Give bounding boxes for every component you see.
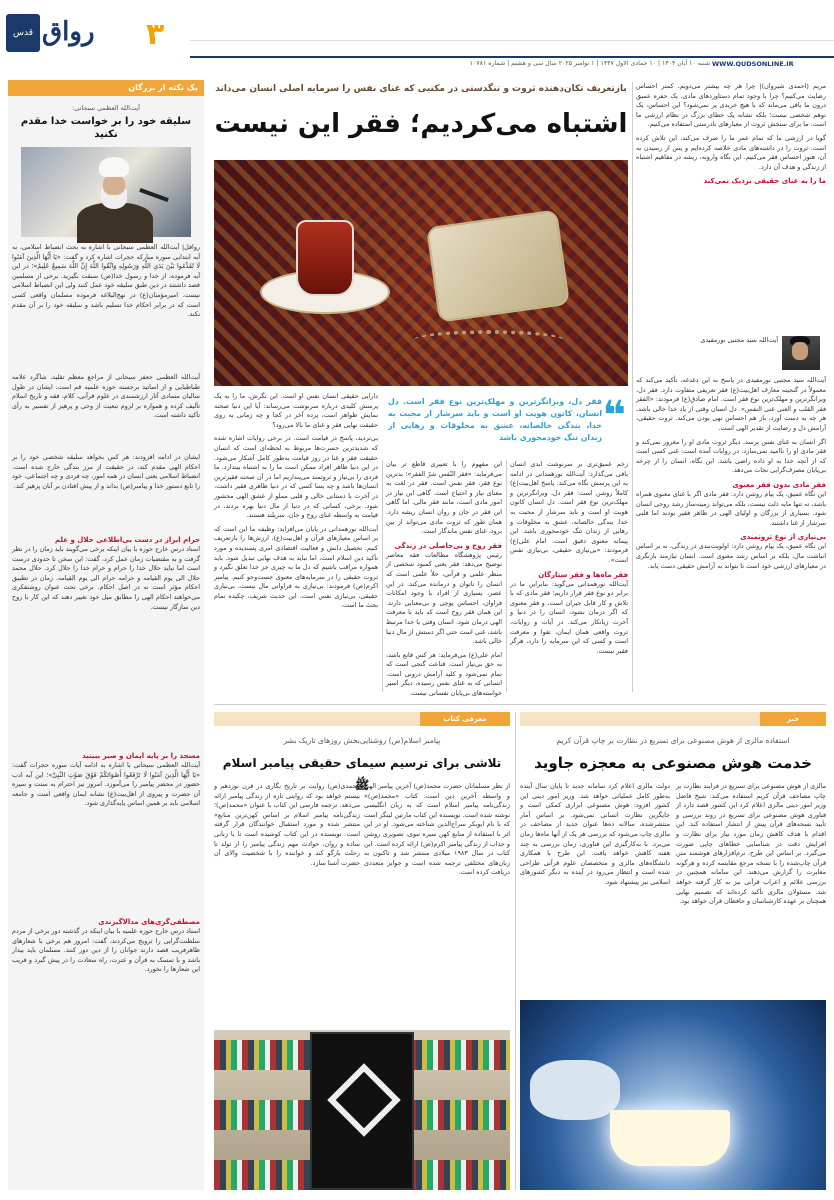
robot-hand [530,1060,620,1120]
microphone-icon [139,188,169,202]
book-column-a: از نظر مسلمانان حضرت محمد(ص) آخرین پیامبر الهی و واسطه آخرین دین است. کتاب «محمد(ص)» زندگی‌نامه پیامبر اسلام است که به زبان انگلیسی نوشته شده است. نویسنده این کتاب مارتین لینگز است که با نام ابوبکر سراج‌الدین شناخته می‌شود. او در این اثر با استفاده از منابع کهن سیره نبوی، تصویری روشن و جذاب از زندگی پیامبر اکرم(ص) ارائه کرده است. این کتاب در سال ۱۹۸۳ میلادی منتشر شد و تاکنون به زبان‌های مختلفی ترجمه شده است و جوایز متعددی دریافت کرده است. [364,782,511,877]
article-paragraph: رئیس پژوهشگاه مطالعات فقه معاصر توضیح می‌دهد: فقر یعنی کمبود شخصی از منظر علمی و قرآنی، خلأ علمی است که انسان را ناتوان و درمانده می‌کند. در این عصر، بسیاری از افراد با وجود امکانات فراوان، احساس پوچی و بی‌معنایی دارند. این همان فقر روح است که باید با معرفت الهی درمان شود. انسان وقتی با خدا مرتبط باشد، غنی است حتی اگر دستش از مال دنیا خالی باشد. [386,550,502,646]
left-section-body: استاد درس خارج حوزه با بیان اینکه برخی می‌گویند باید زمان را در نظر گرفت و به مقتضیات زمان عمل کرد، گفت: این سخن تا حدودی درست است اما نباید حلال خدا را حرام و حرام خدا را حلال کرد. حلال محمد حلال الی یوم القیامه و حرامه حرام الی یوم القیامه. زمان در تطبیق احکام مؤثر است نه در اصل احکام. برخی تحت عنوان روشنفکری می‌خواهند احکام الهی را مطابق میل خود تغییر دهند که این کار با روح دین سازگار نیست. [12,545,200,611]
book-cover-image [214,1030,510,1190]
article-paragraph: دارایی حقیقی انسان نفس او است. این نگرش، ما را به یک پرسش کلیدی درباره سرنوشت می‌رساند: آیا این دنیا صحنه نمایش ظواهر است، پرده آخر در کجا و چه زمانی به روی حقیقت نهایی فقر و غنای ما بالا می‌رود؟ [214,392,378,429]
book-headline: تلاشی برای ترسیم سیمای حقیقی پیامبر اسلام ﷺ [222,756,502,792]
section-divider [214,704,826,705]
article-section-heading: ما را به غنای حقیقی نزدیک نمی‌کند [703,177,826,186]
book-kicker: پیامبر اسلام(ص) روشنایی‌بخش روزهای تاریک بشر [283,736,441,745]
masthead-divider [190,56,834,58]
article-paragraph: امام علی(ع) می‌فرماید: هر کس قانع باشد، به حق بی‌نیاز است. قناعت گنجی است که تمام نمی‌شود و کلید آرامش درونی است. انسانی که به غنای نفس رسیده، دیگر اسیر خواسته‌های بی‌پایان نفسانی نیست. [386,650,502,698]
calligraphy-emblem-icon [327,1063,401,1137]
article-section-heading: فقر ماه‌ها و فقر ستارگان [538,570,628,579]
article-column-d-bottom [636,376,826,692]
left-paragraph: آیت‌الله العظمی جعفر سبحانی از مراجع معظم تقلید، شاگرد علامه طباطبایی و از اساتید برجسته حوزه علمیه قم است. ایشان در طول سالیان متمادی آثار ارزشمندی در علوم قرآنی، کلام، فقه و تاریخ اسلام تألیف کرده و همواره بر لزوم تبعیت از وحی و پرهیز از تفسیر به رأی تأکید داشته است. [12,373,200,420]
newspaper-logo-mark: قدس [6,14,40,52]
article-paragraph: این نگاه عمیق، یک پیام روشن دارد: اولویت‌بندی در زندگی، نه بر اساس انباشت مال، بلکه بر اساس رشد معنوی است. انسان نیازمند بازنگری در معیارهای ارزشی خود است تا بتواند به آرامش حقیقی دست یابد. [636,542,826,570]
column-divider [382,460,383,692]
article-section-heading: فقر مادی بدون فقر معنوی [732,480,826,489]
column-divider [632,82,633,692]
book-tag: معرفی کتاب [420,712,510,726]
article-section-heading: بی‌نیازی از نوع ثروتمندی [740,533,826,542]
news-kicker: استفاده مالزی از هوش مصنوعی برای تسریع در نظارت بر چاپ قرآن کریم [556,736,790,745]
article-paragraph: این نگاه عمیق، یک پیام روشن دارد: فقر مادی اگر با غنای معنوی همراه باشد، نه تنها مایه ذلت نیست، بلکه می‌تواند زمینه‌ساز رشد روحی انسان شود. بسیاری از بزرگان و اولیای الهی در ظاهر فقیر بودند اما قلبی سرشار از غنا داشتند. [636,489,826,527]
article-paragraph: اگر انسان به غنای نفس برسد، دیگر ثروت مادی او را مغرور نمی‌کند و فقر مادی او را ناامید نمی‌سازد. در روایات آمده است: غنی کسی است که از آنچه خدا به او داده راضی باشد. این نگاه، انسان را از چرخه بی‌پایان مصرف‌گرایی نجات می‌دهد. [636,437,826,475]
photo-turban [99,157,129,177]
scholar-portrait [782,336,820,370]
photo-face [103,175,125,195]
section-logo: رواق [42,17,95,47]
news-column-a: مالزی از هوش مصنوعی برای تسریع در فرایند نظارت بر چاپ مصاحف قرآن کریم استفاده می‌کند. شیخ فاضل وزیر امور دینی مالزی اعلام کرد این کشور قصد دارد از فناوری هوش مصنوعی برای تسریع در روند بررسی و تأیید نسخه‌های قرآن پیش از انتشار استفاده کند. این اقدام با هدف کاهش زمان مورد نیاز برای نظارت و افزایش دقت در شناسایی خطاهای چاپی صورت می‌گیرد. بر اساس این طرح، نرم‌افزارهای هوشمند متن قرآن چاپ‌شده را با نسخه مرجع مقایسه کرده و هرگونه مغایرت را گزارش می‌دهند. این سامانه همچنین در بررسی علائم و اعراب قرآنی نیز به کار گرفته خواهد شد. مسئولان مالزی تأکید کرده‌اند که تصمیم نهایی همچنان بر عهده کارشناسان و حافظان قرآن خواهد بود. [676,782,826,906]
left-column-title: سلیقه خود را بر خواست خدا مقدم نکنید [20,116,192,140]
article-headline: اشتباه می‌کردیم؛ فقر این نیست [214,109,628,139]
book-cover [310,1032,414,1190]
article-paragraph: زخم عمیق‌تری بر سرنوشت ابدی انسان باقی می‌گذارد: آیت‌الله نورهمدانی در ادامه به این پرسش نگاه می‌کند. پاسخ اهل‌بیت(ع) کاملاً روشن است: فقر دل، ویرانگرترین و مهلک‌ترین نوع فقر است. دل انسان کانون هویت او است و باید سرشار از محبت به خدا، بندگی خالصانه، عشق به مخلوقات و رهایی از زندان تنگ خودمحوری باشد. این پیمانه معنوی دقیق است. امام علی(ع) فرمودند: «بی‌نیازی حقیقی، بی‌نیازی نفس است». [510,460,628,564]
ai-robot-reading-quran-image [520,1000,826,1190]
article-column-a [214,392,378,692]
article-paragraph: گویا در ارزشی ما که تمام عمر ما را صرف می‌کند، این تلاش کرده است. ثروت را در داشته‌های مادی خلاصه کرده‌ایم و پس از رسیدن به آن، هنوز احساس فقر می‌کنیم. این نگاه وارونه، ریشه در مفاهیم اشتباه از زندگی و هدف آن دارد. [636,133,826,171]
left-section-heading: مصطفی‌گری‌های مدالاگیزندی [98,918,200,926]
masthead-divider-thin [190,40,834,41]
article-section-heading: فقر روح و بی‌حاصلی در زندگی [394,541,502,550]
masthead [0,0,834,76]
news-column-b: دولت مالزی اعلام کرد سامانه جدید تا پایان سال آینده به‌طور کامل عملیاتی خواهد شد. وزیر امور دینی این کشور افزود: هوش مصنوعی ابزاری کمکی است و جایگزین نظارت انسانی نمی‌شود. بر اساس آمار منتشرشده، سالانه ده‌ها عنوان جدید از مصاحف در مالزی چاپ می‌شود که بررسی هر یک از آنها ماه‌ها زمان می‌برد. با به‌کارگیری این فناوری، زمان بررسی به چند هفته کاهش خواهد یافت. این طرح با همکاری دانشگاه‌های مالزی و متخصصان علوم قرآنی طراحی شده است و انتظار می‌رود در آینده به دیگر کشورهای اسلامی نیز پیشنهاد شود. [520,782,670,886]
photo-carpet-pattern [214,160,628,386]
pullquote-text: فقر دل، ویرانگرترین و مهلک‌ترین نوع فقر است. دل انسان، کانون هویت او است و باید سرشار از محبت به خدا، بندگی خالصانه، عشق به مخلوقات و رهایی از زندان تنگ خودمحوری باشد [388,397,602,442]
left-section-heading: مسجد را بر پایه ایمان و صبر ببینید [82,752,200,760]
article-column-c [510,460,628,692]
article-paragraph: این مفهوم را با تعبیری قاطع تر بیان می‌فرماید: «فقر النّفس شرّ الفقر»؛ بدترین نوع فقر، فقر نفس است. فقر در لغت به معنای نیاز و احتیاج است. گاهی این نیاز در امور مادی است، مانند فقر مالی. اما گاهی این فقر در جان و روان انسان ریشه دارد. همان طور که ثروت مادی می‌تواند از بین برود، غنای نفس ماندگار است. [386,460,502,536]
left-section-heading: حرام ابراز در دست بی‌اطلاعی حلال و علم [54,536,200,544]
article-column-b [386,460,502,698]
left-paragraph: روافل| آیت‌الله العظمی سبحانی با اشاره به بحث انضباط اسلامی، به آیه ابتدایی سوره مبارکه حجرات اشاره کرد و گفت: «یَا أَیُّهَا الَّذِینَ آمَنُوا لَا تُقَدِّمُوا بَیْنَ یَدَیِ اللَّهِ وَرَسُولِهِ وَاتَّقُوا اللَّهَ إِنَّ اللَّهَ سَمِیعٌ عَلِیمٌ»؛ در این آیه فرموده، از خدا و رسول خدا(ص) سبقت نگیرید. برخی از مسلمین قصد داشتند در دین طبق سلیقه خود عمل کنند ولی این انضباط اسلامی نیست. امیرمؤمنان(ع) در نهج‌البلاغه فرموده مسلمان واقعی کسی است که در برابر احکام خدا تسلیم باشد و سلیقه خود را بر آن مقدم نکند. [12,243,200,319]
article-paragraph: آیت‌الله نورهمدانی در پایان می‌افزاید: وظیفه ما این است که بر اساس معیارهای قرآن و اهل‌بیت(ع)، ارزش‌ها را بازتعریف کنیم. تحصیل دانش و فعالیت اقتصادی امری پسندیده و مورد تأکید دین اسلام است، اما نباید به هدف نهایی تبدیل شود. باید همواره مراقب باشیم که دل ما به چیزی جز خدا تعلق نگیرد و ثروت حقیقی را در سرمایه‌های معنوی جست‌وجو کنیم. پیامبر اکرم(ص) فرمودند: بی‌نیازی به فراوانی مال نیست، بی‌نیازی حقیقی، بی‌نیازی نفس است. این حدیث شریف، چکیده تمام بحث ما است. [214,524,378,610]
article-kicker: بازتعریف تکان‌دهنده ثروت و تنگدستی در مکتبی که غنای نفس را سرمایه اصلی انسان می‌داند [215,84,627,94]
article-paragraph: مریم (احمدی شیروان)| چرا هر چه بیشتر می‌دویم، کمتر احساس رضایت می‌کنیم؟ چرا با وجود تمام دستاوردهای مادی، یک حفره عمیق درون ما باقی می‌ماند که با هیچ خریدی پر نمی‌شود؟ این احساس، یک توهم شخصی نیست؛ بلکه نشانه یک خطای بزرگ در نظام ارزشی ما است. ما برای سنجش ثروت از معیارهای نادرستی استفاده می‌کنیم. [636,82,826,129]
dateline: شنبه ۱۰ آبان ۱۴۰۴ | ۱۰ جمادی الاول ۱۴۴۷ | ۱ نوامبر ۲۰۲۵ سال سی و هشتم | شماره ۱۰۷۸۱ [469,60,710,67]
article-photo-tea-and-quran [214,160,628,386]
glowing-book-icon [610,1110,730,1166]
left-column-subtitle: آیت‌الله العظمی سبحانی: [72,104,140,112]
book-column-b: محمدی(ص) روایت بر تاریخ نگاری در قرن نوزدهم و بیستم خواهد بود که روایتی تازه از زندگی پیامبر ارائه می‌دهد. ترجمه فارسی این کتاب با عنوان «محمد(ص)؛ زندگی‌نامه پیامبر اسلام بر اساس کهن‌ترین منابع» منتشر شده و مورد استقبال خوانندگان قرار گرفته است. نویسنده در این کتاب کوشیده است تا با زبانی ساده و روان، حوادث مهم زندگی پیامبر را از تولد تا رحلت بازگو کند و خواننده را با شخصیت والای آن حضرت آشنا سازد. [214,782,360,867]
article-paragraph: بی‌تردید، پاسخ در قیامت است. در برخی روایات اشاره شده که شدیدترین حسرت‌ها مربوط به لحظه‌ای است که انسان حقیقت فقر و غنا در روز قیامت به‌طور کامل آشکار می‌شود. در این دنیا ظاهر افراد ممکن است ما را به اشتباه بیندازد. ما فردی را بی‌نیاز و ثروتمند می‌پنداریم اما در آن صحنه فقیرترین انسان‌ها باشد و چه بسا کسی که در دنیا ظاهری فقیر داشت، در آخرت با دستانی خالی و قلبی مملو از عشق الهی محشور شود. برخی، کسانی که در دنیا از مال دنیا بهره بردند، در قیامت به واسطه غنای روح و جان، سربلند هستند. [214,434,378,520]
prayer-beads-icon [414,330,564,350]
column-divider [506,460,507,692]
left-section-body: استاد درس خارج حوزه علمیه با بیان اینکه در گذشته دور برخی از مردم سلطنت‌گرایی را ترویج می‌کردند، گفت: امروز هم برخی با شعارهای ظاهرفریب قصد دارند جوانان را از دین دور کنند. مسلمان باید بیدار باشد و با تمسک به قرآن و عترت، راه سعادت را در پیش گیرد و فریب این شعارها را نخورد. [12,927,200,974]
left-paragraph: ایشان در ادامه افزودند: هر کس بخواهد سلیقه شخصی خود را بر احکام الهی مقدم کند، در حقیقت از مرز بندگی خارج شده است. انضباط اسلامی یعنی انسان در همه امور، چه فردی و چه اجتماعی، خود را تابع دستور خدا و پیامبر(ص) بداند و از پیش افتادن بر آنان پرهیز کند. [12,453,200,490]
page-number: ۳ [146,17,165,52]
quote-mark-icon: ❝ [602,393,626,439]
left-column [8,80,204,1190]
article-paragraph: آیت‌الله نورهمدانی می‌گوید: بنابراین ما در برابر دو نوع فقر قرار داریم؛ فقر مادی که با تلاش و کار قابل جبران است، و فقر معنوی که اگر درمان نشود، انسان را در دنیا و آخرت زیانکار می‌کند. در آیات و روایات، ثروت واقعی همان ایمان، تقوا و معرفت است و کسی که این سرمایه را دارد، هرگز فقیر نیست. [510,579,628,655]
pullquote [386,392,628,456]
scholar-photo [21,147,191,237]
column-divider [515,712,516,1190]
left-section-body: آیت‌الله العظمی سبحانی با اشاره به ادامه آیات سوره حجرات گفت: «یَا أَیُّهَا الَّذِینَ آمَنُوا لَا تَرْفَعُوا أَصْوَاتَکُمْ فَوْقَ صَوْتِ النَّبِیِّ»؛ این آیه ادب حضور در محضر پیامبر را می‌آموزد. امروز نیز احترام به سنت و سیره آن حضرت و پیروی از اهل‌بیت(ع) نشانه ایمان واقعی است و جامعه اسلامی باید بر همین اساس پایه‌گذاری شود. [12,761,200,808]
portrait-face [792,342,808,360]
quran-book-icon [426,209,570,322]
article-column-d-top [636,82,826,332]
article-paragraph: آیت‌الله سید مجتبی نورمفیدی در پاسخ به این دغدغه، تأکید می‌کند که معمولاً در گنجینه معارف اهل‌بیت(ع) فقر تعریفی متفاوت دارد. فقر دل، ویرانگرترین و مهلک‌ترین نوع فقر است. امام صادق(ع) فرمودند: «الفقر فقر القلب و الغنی غنی النفس». دل انسان وقتی از یاد خدا خالی باشد، هر چه به دست آورد، باز هم احساس تهی بودن می‌کند. ثروت حقیقی، آرامش دل و رضایت از تقدیر الهی است. [636,376,826,432]
tea-glass-icon [296,220,354,296]
news-tag: خبر [760,712,826,726]
photo-robe [77,203,153,243]
news-headline: خدمت هوش مصنوعی به معجزه جاوید [534,754,812,772]
website-url[interactable]: WWW.QUDSONLINE.IR [712,60,794,68]
left-column-banner: یک نکته از بزرگان [8,80,204,96]
portrait-caption: آیت‌الله سید مجتبی نورمفیدی [700,336,778,344]
